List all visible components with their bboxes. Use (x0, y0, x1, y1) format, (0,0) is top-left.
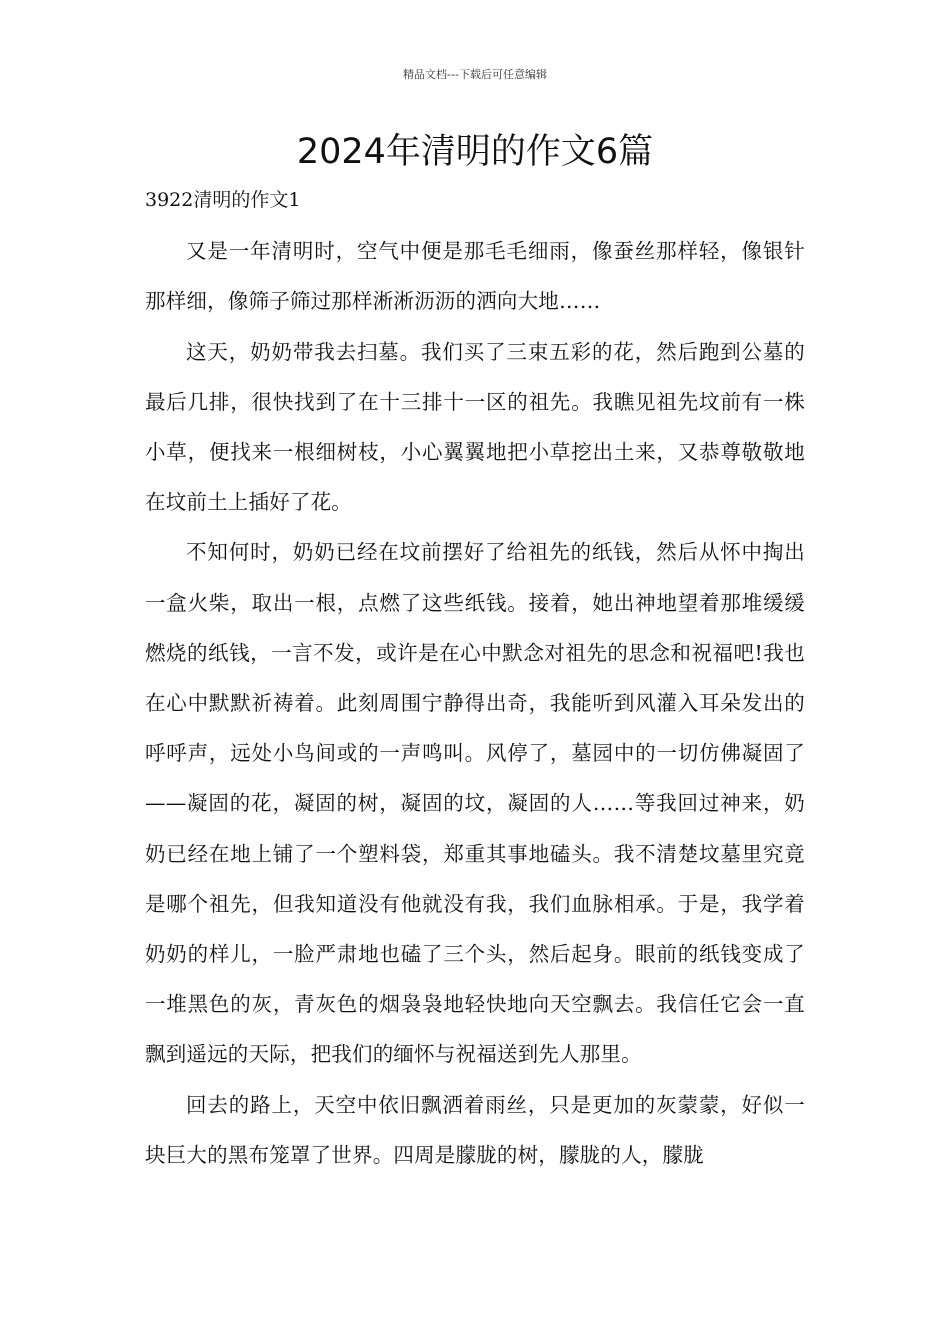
paragraph: 回去的路上，天空中依旧飘洒着雨丝，只是更加的灰蒙蒙，好似一块巨大的黑布笼罩了世界。四周是朦胧的树，朦胧的人，朦胧 (145, 1092, 805, 1167)
header-note: 精品文档---下载后可任意编辑 (403, 68, 547, 81)
section-heading: 3922清明的作文1 (145, 189, 301, 211)
document-title: 2024年清明的作文6篇 (296, 132, 654, 172)
paragraph: 这天，奶奶带我去扫墓。我们买了三束五彩的花，然后跑到公墓的最后几排，很快找到了在十三排十一区的祖先。我瞧见祖先坟前有一株小草，便找来一根细树枝，小心翼翼地把小草挖出土来，又恭尊敬敬地在坟前土上插好了花。 (145, 339, 805, 515)
body-text (145, 226, 805, 1180)
paragraph: 不知何时，奶奶已经在坟前摆好了给祖先的纸钱，然后从怀中掏出一盒火柴，取出一根，点燃了这些纸钱。接着，她出神地望着那堆缓缓燃烧的纸钱，一言不发，或许是在心中默念对祖先的思念和祝福吧!我也在心中默默祈祷着。此刻周围宁静得出奇，我能听到风灌入耳朵发出的呼呼声，远处小鸟间或的一声鸣叫。风停了，墓园中的一切仿佛凝固了——凝固的花，凝固的树，凝固的坟，凝固的人……等我回过神来，奶奶已经在地上铺了一个塑料袋，郑重其事地磕头。我不清楚坟墓里究竟是哪个祖先，但我知道没有他就没有我，我们血脉相承。于是，我学着奶奶的样儿，一脸严肃地也磕了三个头，然后起身。眼前的纸钱变成了一堆黑色的灰，青灰色的烟袅袅地轻快地向天空飘去。我信任它会一直飘到遥远的天际，把我们的缅怀与祝福送到先人那里。 (145, 540, 805, 1067)
paragraph: 又是一年清明时，空气中便是那毛毛细雨，像蚕丝那样轻，像银针那样细，像筛子筛过那样淅淅沥沥的洒向大地…… (145, 239, 805, 314)
